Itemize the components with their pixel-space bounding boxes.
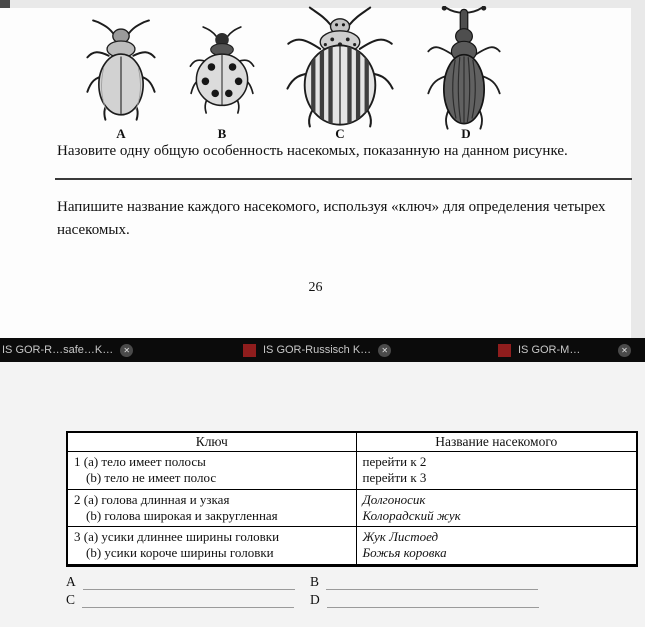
key-cell <box>67 527 356 566</box>
name-line-b: перейти к 3 <box>362 469 427 485</box>
answer-label-b: B <box>310 574 320 589</box>
figure-label-c: C <box>335 126 345 141</box>
close-icon[interactable]: ✕ <box>378 344 391 357</box>
answer-item-d <box>310 592 554 608</box>
question-common-feature-text: Назовите одну общую особенность насекомых, показанную на данном рисунке. <box>57 143 568 159</box>
browser-tab[interactable] <box>235 338 490 362</box>
browser-tab[interactable] <box>490 338 645 362</box>
answer-item-b <box>310 574 554 590</box>
section-divider <box>55 178 632 180</box>
name-cell <box>356 527 637 566</box>
tab-title: IS GOR-R…safe…K… <box>2 344 114 356</box>
key-cell <box>67 452 356 490</box>
answer-label-d: D <box>310 592 320 607</box>
site-favicon-icon <box>498 344 511 357</box>
worksheet-scan <box>0 8 631 338</box>
answer-row-1 <box>66 574 554 590</box>
table-header-key: Ключ <box>67 432 356 452</box>
table-row <box>67 452 637 490</box>
table-row <box>67 527 637 566</box>
leaf-beetle-image <box>84 18 158 128</box>
colorado-beetle-image <box>284 4 396 135</box>
page-number: 26 <box>308 280 323 295</box>
key-cell <box>67 489 356 527</box>
answer-blank-a <box>83 576 295 590</box>
name-cell <box>356 489 637 527</box>
name-line-a: перейти к 2 <box>362 454 427 469</box>
answer-item-a <box>66 574 310 590</box>
tab-title: IS GOR-M… <box>518 344 581 356</box>
site-favicon-icon <box>243 344 256 357</box>
table-header-row <box>67 432 637 452</box>
browser-tab[interactable] <box>0 338 235 362</box>
weevil-beetle-image <box>424 6 504 137</box>
figure-label-d: D <box>461 126 471 141</box>
name-line-a: Жук Листоед <box>362 529 439 545</box>
answer-item-c <box>66 592 310 608</box>
close-icon[interactable]: ✕ <box>618 344 631 357</box>
name-line-b: Колорадский жук <box>362 507 461 523</box>
tab-title: IS GOR-Russisch K… <box>263 344 372 356</box>
ladybird-beetle-image <box>188 24 256 124</box>
question-identify-text: Напишите название каждого насекомого, используя «ключ» для определения четырех насекомых. <box>57 199 606 238</box>
key-line-b: (b) усики короче ширины головки <box>86 545 274 561</box>
key-section <box>0 362 645 627</box>
answer-blank-b <box>326 576 538 590</box>
answer-blank-c <box>82 594 294 608</box>
answer-label-a: A <box>66 574 76 589</box>
table-header-name: Название насекомого <box>356 432 637 452</box>
key-line-b: (b) тело не имеет полос <box>86 469 217 485</box>
answer-row-2 <box>66 592 554 608</box>
key-line-a: 1 (a) тело имеет полосы <box>74 454 206 469</box>
name-line-a: Долгоносик <box>362 491 426 507</box>
figure-label-b: B <box>217 126 227 141</box>
close-icon[interactable]: ✕ <box>120 344 133 357</box>
key-line-a: 3 (a) усики длиннее ширины головки <box>74 529 280 545</box>
table-row <box>67 489 637 527</box>
answer-blank-d <box>327 594 539 608</box>
name-line-b: Божья коровка <box>362 545 447 561</box>
name-cell <box>356 452 637 490</box>
key-line-b: (b) голова широкая и закругленная <box>86 507 278 523</box>
answer-label-c: C <box>66 592 76 607</box>
key-line-a: 2 (a) голова длинная и узкая <box>74 491 230 507</box>
figure-label-a: A <box>116 126 126 141</box>
identification-key-table <box>66 431 638 567</box>
browser-tab-strip <box>0 338 645 362</box>
